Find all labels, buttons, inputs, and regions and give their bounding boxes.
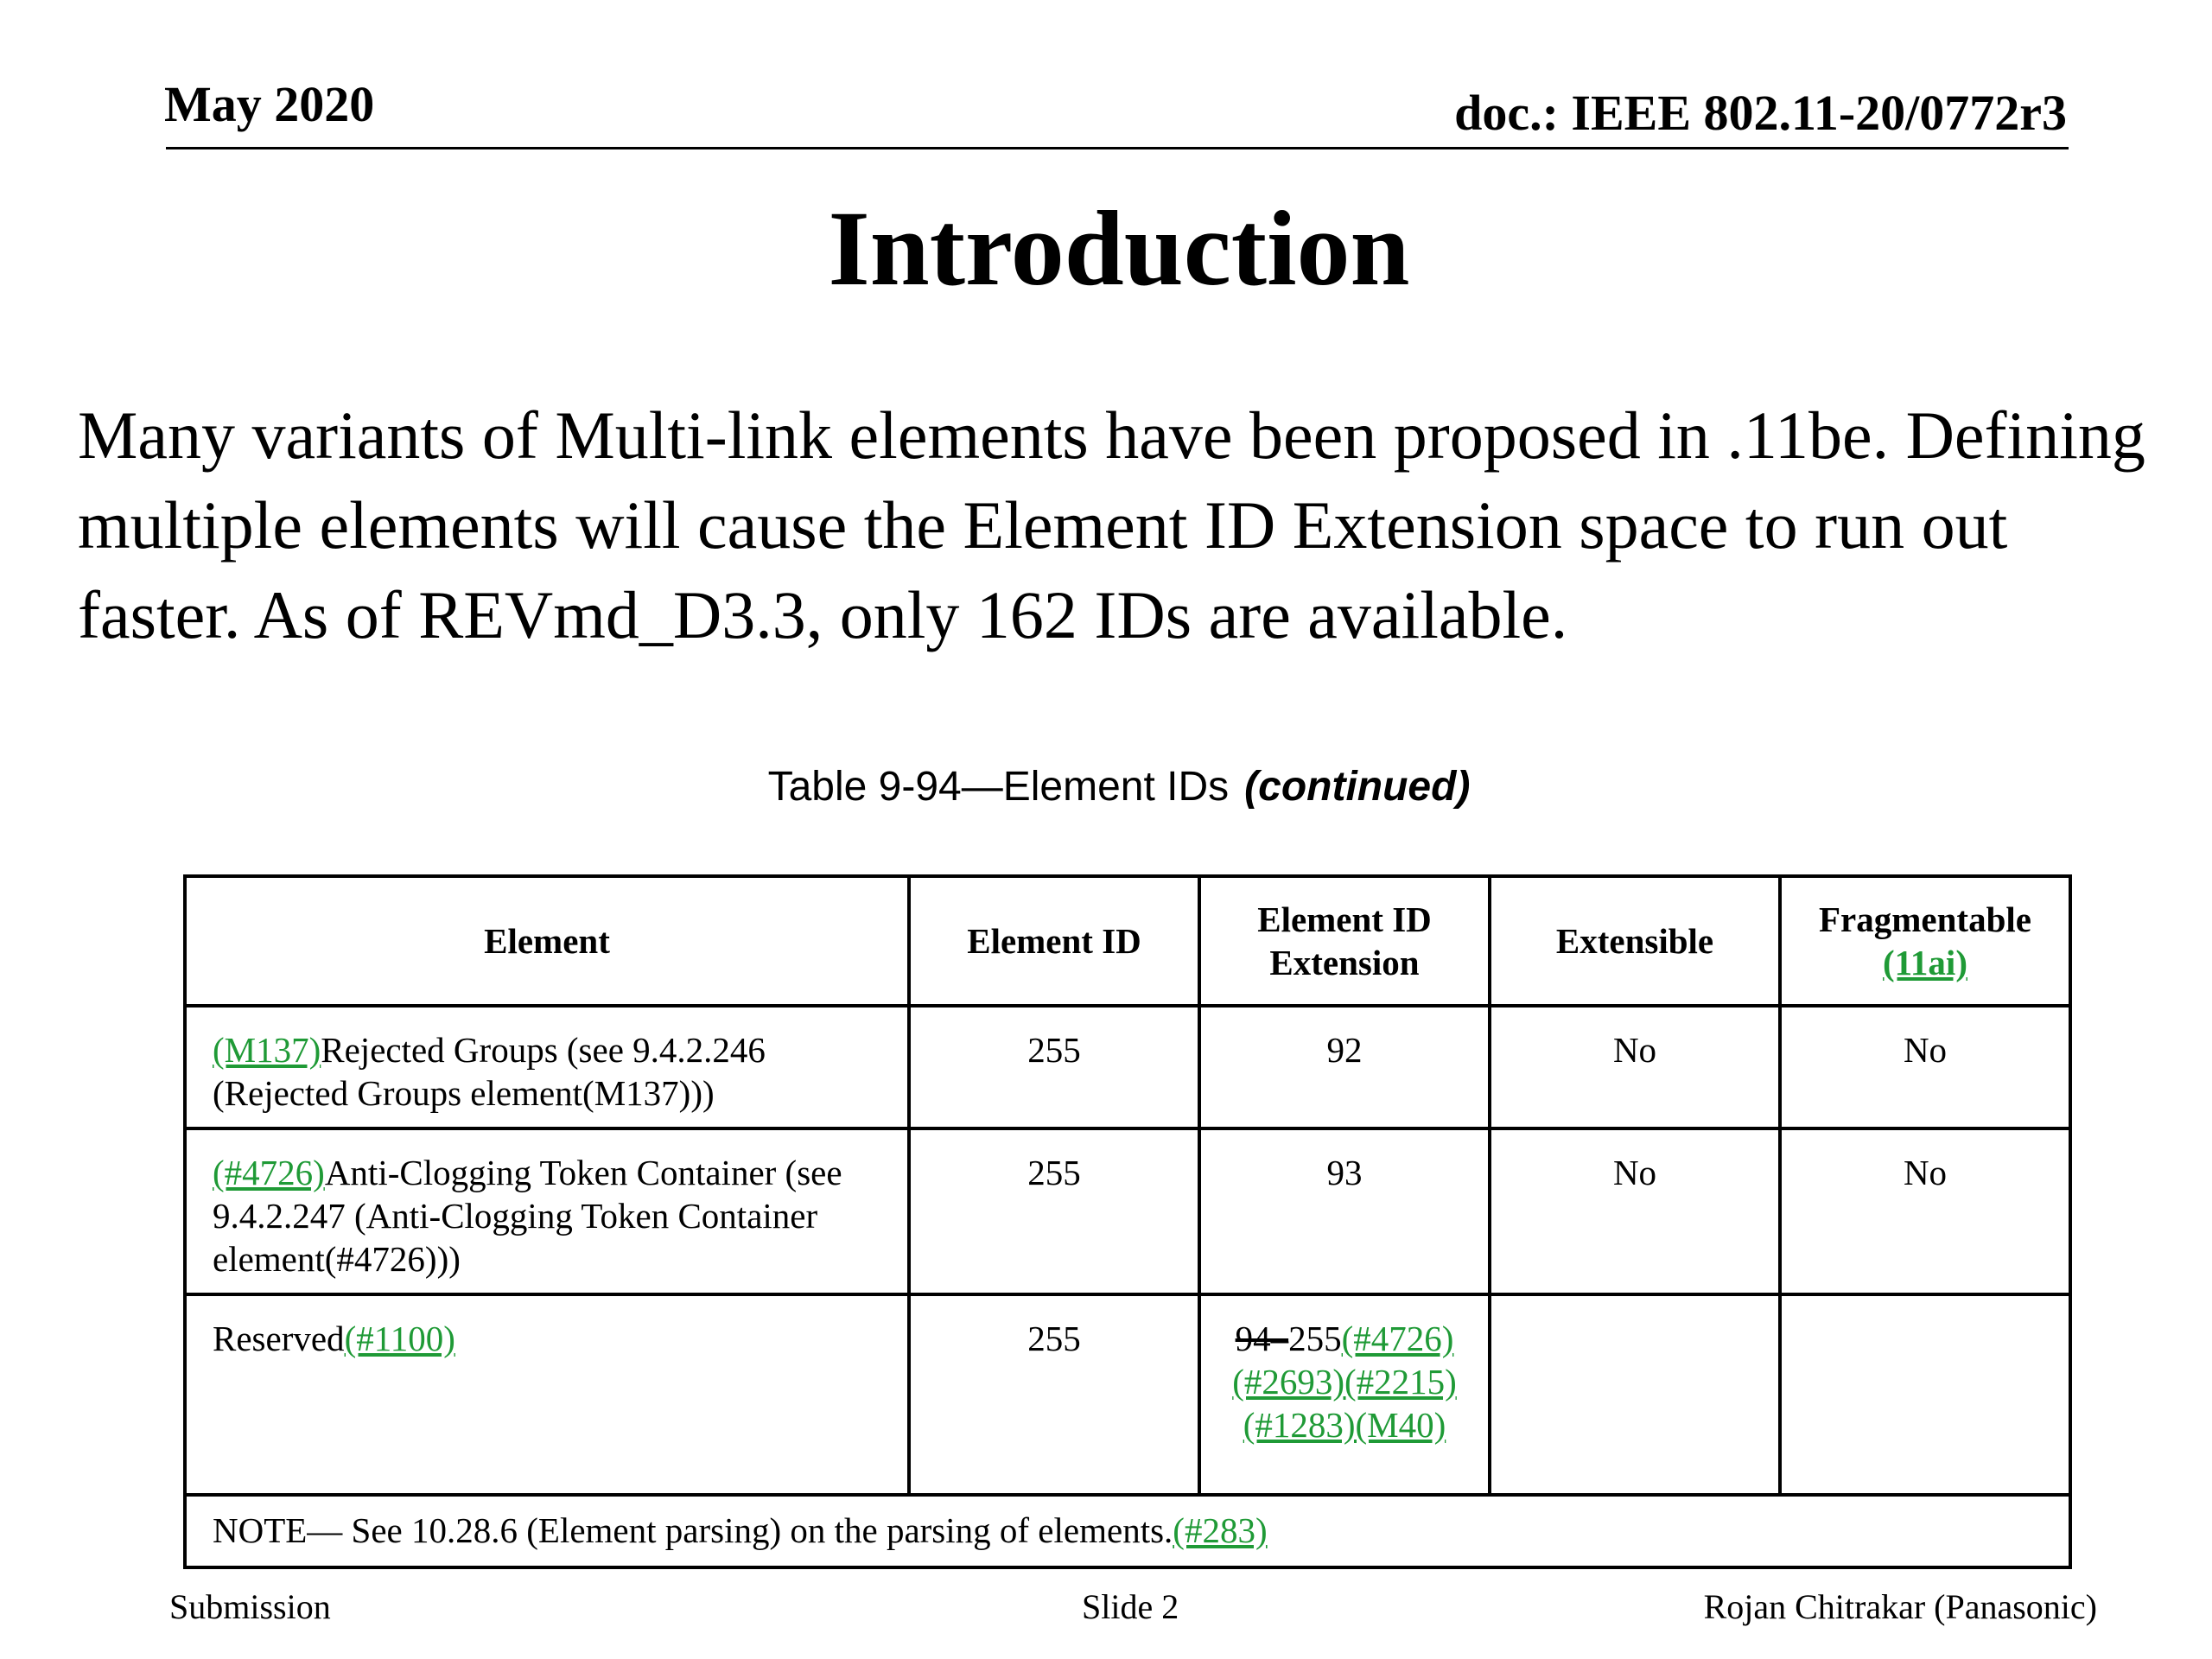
cell-extensible: No xyxy=(1490,1128,1780,1294)
header-date: May 2020 xyxy=(164,76,375,132)
slide-title: Introduction xyxy=(828,189,1410,308)
cell-fragmentable: No xyxy=(1780,1006,2070,1128)
header-frag-label: Fragmentable xyxy=(1819,899,2031,939)
cell-extension: 92 xyxy=(1199,1006,1490,1128)
header-element-id: Element ID xyxy=(909,876,1199,1006)
change-tag: (#1100) xyxy=(344,1319,455,1358)
cell-element xyxy=(185,1128,909,1294)
header-rule xyxy=(166,147,2069,149)
note-text: NOTE— See 10.28.6 (Element parsing) on the parsing of elements. xyxy=(213,1510,1173,1550)
cell-element xyxy=(185,1006,909,1128)
cell-element-id: 255 xyxy=(909,1006,1199,1128)
body-paragraph: Many variants of Multi-link elements have been proposed in .11be. Defining multiple elements will cause the Element ID Extension space to run out faster. As of REVmd_D3.3, only 162 IDs are available. xyxy=(78,397,2145,652)
element-name: Reserved xyxy=(213,1319,345,1358)
cell-element-id: 255 xyxy=(909,1294,1199,1495)
table-caption-continued: (continued) xyxy=(1244,764,1471,810)
table-caption-text: Table 9-94—Element IDs xyxy=(767,764,1230,810)
element-name: Anti-Clogging Token Container (see 9.4.2.247 (Anti-Clogging Token Container element(#4726))) xyxy=(213,1153,842,1279)
cell-element-id: 255 xyxy=(909,1128,1199,1294)
extension-range-end: 255 xyxy=(1288,1319,1342,1358)
table-row xyxy=(185,1294,2070,1495)
note-tag: (#283) xyxy=(1173,1510,1268,1550)
change-tag: (M137) xyxy=(213,1030,321,1070)
footer-author: Rojan Chitrakar (Panasonic) xyxy=(1703,1587,2097,1626)
table-row xyxy=(185,1128,2070,1294)
cell-note xyxy=(185,1495,2070,1567)
element-ids-table xyxy=(183,874,2072,1569)
change-tag: (#4726) xyxy=(213,1153,325,1192)
table-header-row xyxy=(185,876,2070,1006)
cell-extension xyxy=(1199,1294,1490,1495)
header-fragmentable xyxy=(1780,876,2070,1006)
header-element-id-extension xyxy=(1199,876,1490,1006)
footer-submission: Submission xyxy=(169,1587,331,1626)
header-element: Element xyxy=(185,876,909,1006)
cell-fragmentable: No xyxy=(1780,1128,2070,1294)
header-frag-tag: (11ai) xyxy=(1883,943,1967,982)
table-caption xyxy=(0,762,2212,812)
header-ext-line2: Extension xyxy=(1269,943,1420,982)
table-note-row xyxy=(185,1495,2070,1567)
cell-extensible xyxy=(1490,1294,1780,1495)
cell-extensible: No xyxy=(1490,1006,1780,1128)
change-tags: (#4726)(#2693)(#2215)(#1283)(M40) xyxy=(1232,1319,1457,1445)
header-ext-line1: Element ID xyxy=(1257,899,1432,939)
element-name: Rejected Groups (see 9.4.2.246 (Rejected Groups element(M137))) xyxy=(213,1030,766,1113)
header-doc-id: doc.: IEEE 802.11-20/0772r3 xyxy=(1454,85,2067,141)
header-extensible: Extensible xyxy=(1490,876,1780,1006)
cell-extension: 93 xyxy=(1199,1128,1490,1294)
table-row xyxy=(185,1006,2070,1128)
cell-fragmentable xyxy=(1780,1294,2070,1495)
footer-slide-number: Slide 2 xyxy=(1082,1587,1179,1626)
cell-element xyxy=(185,1294,909,1495)
struck-range: 94– xyxy=(1235,1319,1289,1358)
